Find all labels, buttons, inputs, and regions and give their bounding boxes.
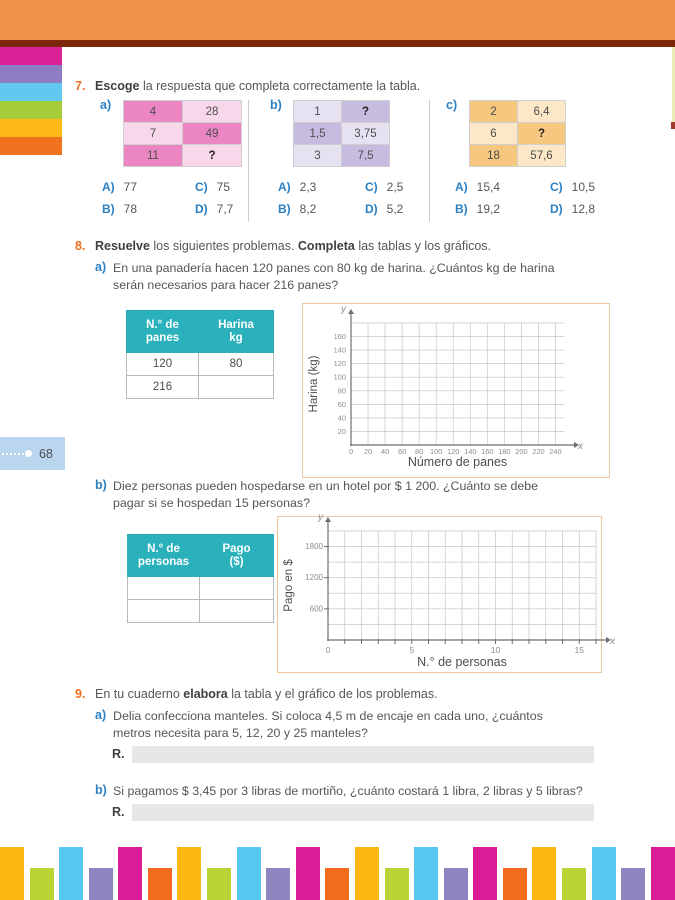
svg-text:Pago en $: Pago en $ [283, 559, 295, 612]
decoration-bar [385, 868, 409, 900]
exercise7-option-group-a [100, 98, 242, 216]
answer-label: R. [112, 805, 125, 819]
decoration-bar [59, 847, 83, 900]
exercise9-number: 9. [75, 687, 86, 701]
bottom-decoration-strip [0, 847, 675, 900]
decoration-bar [503, 868, 527, 900]
fill-in-cell[interactable] [200, 577, 274, 600]
exercise8-number: 8. [75, 239, 86, 253]
exercise8-item-b-question: b) Diez personas pueden hospedarse en un hotel por $ 1 200. ¿Cuánto se debe pagar si se hospedan 15 personas? [95, 478, 539, 510]
chart-8a-box [302, 303, 610, 478]
svg-text:80: 80 [337, 386, 346, 396]
col-header: N.° de panes [127, 311, 199, 353]
exercise7-option-group-c [446, 98, 595, 216]
table-cell: 216 [127, 376, 199, 399]
badge-dot [25, 450, 32, 457]
answer-option[interactable]: B) 78 [102, 202, 138, 216]
decoration-bar [651, 847, 675, 900]
answer-option[interactable]: B) 19,2 [455, 202, 501, 216]
fill-in-cell[interactable] [200, 600, 274, 623]
svg-text:140: 140 [464, 447, 477, 456]
svg-text:x: x [610, 636, 615, 647]
svg-text:120: 120 [447, 447, 460, 456]
decoration-bar [592, 847, 616, 900]
svg-text:y: y [318, 512, 323, 523]
item-label-a: a) [100, 98, 112, 112]
exercise8-item-a-question: a) En una panadería hacen 120 panes con 80 kg de harina. ¿Cuántos kg de harina serán necesarios para hacer 216 panes? [95, 260, 555, 292]
svg-text:15: 15 [574, 645, 584, 655]
header-bar [0, 0, 675, 40]
svg-text:10: 10 [490, 645, 501, 655]
item-label-9b: b) [95, 783, 107, 797]
answers-a [100, 180, 242, 216]
table-8a [126, 310, 274, 399]
decoration-bar [296, 847, 320, 900]
decoration-bar [621, 868, 645, 900]
svg-text:20: 20 [363, 447, 373, 456]
svg-text:20: 20 [337, 426, 346, 436]
svg-text:240: 240 [549, 447, 562, 456]
item-label-c: c) [446, 98, 458, 112]
mini-table-b: 1 ? 1,5 3,75 3 7,5 [293, 100, 390, 167]
svg-text:200: 200 [515, 447, 528, 456]
exercise7-number: 7. [75, 79, 86, 93]
fill-in-cell[interactable] [128, 600, 200, 623]
answer-blank[interactable] [132, 804, 594, 821]
exercise9-heading: 9. En tu cuaderno elabora la tabla y el gráfico de los problemas. [75, 687, 438, 701]
fill-in-cell[interactable] [128, 577, 200, 600]
svg-text:100: 100 [333, 372, 346, 382]
color-tab [0, 137, 62, 155]
answer-option[interactable]: D) 5,2 [365, 202, 404, 216]
decoration-bar [237, 847, 261, 900]
exercise9-item-a-answer [112, 746, 594, 763]
svg-text:60: 60 [398, 447, 407, 456]
svg-text:140: 140 [333, 345, 346, 355]
col-header: Pago ($) [200, 535, 274, 577]
decoration-bar [118, 847, 142, 900]
decoration-bar [30, 868, 54, 900]
svg-text:160: 160 [481, 447, 494, 456]
chart-8a [303, 304, 607, 475]
svg-text:0: 0 [348, 447, 354, 456]
decoration-bar [473, 847, 497, 900]
svg-text:40: 40 [337, 413, 346, 423]
answer-option[interactable]: A) 77 [102, 180, 138, 194]
table-cell: 80 [199, 353, 274, 376]
exercise9-item-a-question: a) Delia confecciona manteles. Si coloca 4,5 m de encaje en cada uno, ¿cuántos metros necesita para 5, 12, 20 y 25 manteles? [95, 708, 543, 740]
exercise9-item-b-answer [112, 804, 594, 821]
answer-label: R. [112, 747, 125, 761]
svg-text:N.° de personas: N.° de personas [417, 655, 507, 669]
decoration-bar [325, 868, 349, 900]
answer-option[interactable]: A) 2,3 [278, 180, 317, 194]
exercise7-option-group-b [270, 98, 403, 216]
chart-8b [278, 512, 615, 670]
color-tab [0, 65, 62, 83]
svg-text:Harina (kg): Harina (kg) [308, 355, 320, 413]
color-tab [0, 47, 62, 65]
svg-text:160: 160 [333, 332, 346, 342]
svg-text:40: 40 [380, 447, 390, 456]
decoration-bar [562, 868, 586, 900]
col-header: Harina kg [199, 311, 274, 353]
right-edge-marker [671, 122, 675, 129]
svg-text:1800: 1800 [305, 542, 323, 552]
item-label-9a: a) [95, 708, 107, 722]
svg-text:220: 220 [532, 447, 545, 456]
answer-option[interactable]: A) 15,4 [455, 180, 501, 194]
answer-option[interactable]: C) 10,5 [550, 180, 596, 194]
exercise9-item-b-question: b) Si pagamos $ 3,45 por 3 libras de mortiño, ¿cuánto costará 1 libra, 2 libras y 5 libras? [95, 783, 583, 798]
page-number-badge [0, 437, 65, 470]
table-8b [127, 534, 274, 623]
svg-text:1200: 1200 [305, 573, 323, 583]
item-label-8a: a) [95, 260, 107, 274]
exercise8-heading: 8. Resuelve los siguientes problemas. Completa las tablas y los gráficos. [75, 239, 492, 253]
svg-text:60: 60 [337, 399, 346, 409]
fill-in-cell[interactable] [199, 376, 274, 399]
chart-8b-box [277, 512, 615, 673]
decoration-bar [444, 868, 468, 900]
mini-table-a: 4 28 7 49 11 ? [123, 100, 242, 167]
svg-text:600: 600 [309, 604, 323, 614]
decoration-bar [89, 868, 113, 900]
answers-b [270, 180, 403, 216]
decoration-bar [207, 868, 231, 900]
answer-option[interactable]: C) 75 [195, 180, 231, 194]
decoration-bar [177, 847, 201, 900]
badge-dotted-line [2, 453, 24, 455]
answer-blank[interactable] [132, 746, 594, 763]
svg-text:x: x [578, 441, 583, 452]
svg-text:0: 0 [325, 645, 331, 655]
table-cell: 120 [127, 353, 199, 376]
svg-text:180: 180 [498, 447, 511, 456]
mini-table-c: 2 6,4 6 ? 18 57,6 [469, 100, 566, 167]
divider [248, 100, 249, 222]
svg-text:80: 80 [415, 447, 424, 456]
divider [429, 100, 430, 222]
decoration-bar [266, 868, 290, 900]
svg-text:120: 120 [333, 359, 346, 369]
decoration-bar [414, 847, 438, 900]
answer-option[interactable]: D) 7,7 [195, 202, 234, 216]
color-tab [0, 101, 62, 119]
answers-c [446, 180, 595, 216]
color-tab [0, 119, 62, 137]
decoration-bar [355, 847, 379, 900]
decoration-bar [532, 847, 556, 900]
decoration-bar [148, 868, 172, 900]
page-number: 68 [39, 446, 53, 461]
svg-text:y: y [341, 304, 346, 315]
left-tab-strip [0, 47, 62, 155]
color-tab [0, 83, 62, 101]
item-label-8b: b) [95, 478, 107, 492]
answer-option[interactable]: C) 2,5 [365, 180, 404, 194]
answer-option[interactable]: D) 12,8 [550, 202, 596, 216]
col-header: N.° de personas [128, 535, 200, 577]
exercise7-heading: 7. Escoge la respuesta que completa correctamente la tabla. [75, 79, 421, 93]
svg-text:Número de panes: Número de panes [407, 455, 508, 469]
item-label-b: b) [270, 98, 282, 112]
svg-text:5: 5 [409, 645, 415, 655]
answer-option[interactable]: B) 8,2 [278, 202, 317, 216]
svg-text:100: 100 [430, 447, 443, 456]
decoration-bar [0, 847, 24, 900]
header-stripe [0, 40, 675, 47]
